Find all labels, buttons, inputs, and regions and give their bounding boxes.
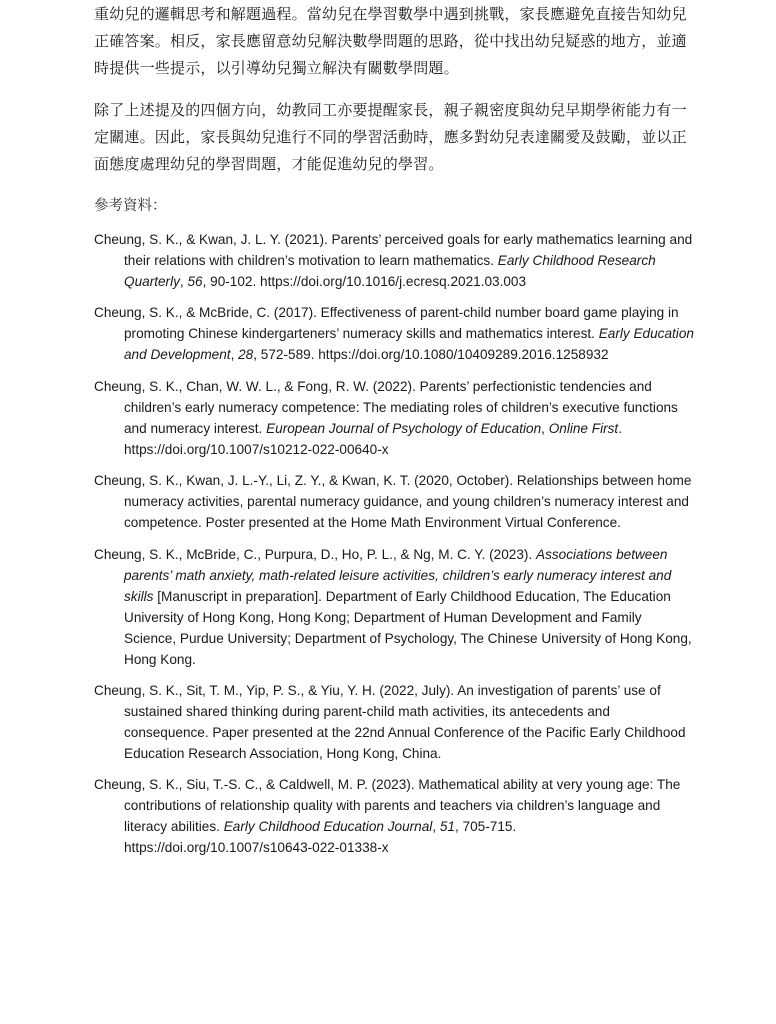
ref-text: Cheung, S. K., Sit, T. M., Yip, P. S., & Yiu, Y. H. (2022, July). An investigation of parents’ use of sustained shared thinking during parent-child math activities, its antecedents and consequence. Paper presented at the 22nd Annual Conference of the Pacific Early Childhood Education Research Association, Hong Kong, China. [94, 682, 686, 761]
ref-text: Cheung, S. K., Chan, W. W. L., & Fong, R. W. (2022). Parents’ perfectionistic tendencies and children’s early numeracy competence: The mediating roles of children’s executive functions and numeracy interest. [94, 378, 678, 436]
ref-text: , [541, 420, 549, 436]
ref-text: Cheung, S. K., Kwan, J. L.-Y., Li, Z. Y., & Kwan, K. T. (2020, October). Relationships between home numeracy activities, parental numeracy guidance, and young children’s numeracy interest and competence. Poster presented at the Home Math Environment Virtual Conference. [94, 473, 692, 531]
ref-text: , [179, 274, 188, 289]
ref-volume: 51 [439, 819, 455, 835]
ref-text: , 705-715. https://doi.org/10.1007/s10643-022-01338-x [124, 819, 517, 856]
reference-entry-5 [94, 544, 694, 670]
reference-entry-1 [94, 229, 694, 292]
body-paragraph-2: 除了上述提及的四個方向，幼教同工亦要提醒家長，親子親密度與幼兒早期學術能力有一定關連。因此，家長與幼兒進行不同的學習活動時，應多對幼兒表達關愛及鼓勵，並以正面態度處理幼兒的學習問題，才能促進幼兒的學習。 [94, 101, 687, 173]
ref-volume: 28 [238, 347, 254, 363]
ref-text: Cheung, S. K., & Kwan, J. L. Y. (2021). Parents’ perceived goals for early mathematics learning and their relations with children’s motivation to learn mathematics. [94, 232, 693, 268]
reference-entry-6 [94, 680, 694, 764]
ref-text: [Manuscript in preparation]. Department of Early Childhood Education, The Education University of Hong Kong, Hong Kong; Department of Human Development and Family Science, Purdue University; Department of Psychology, The Chinese University of Hong Kong, Hong Kong. [124, 588, 692, 667]
reference-entry-4 [94, 470, 694, 533]
reference-entry-2 [94, 302, 694, 365]
reference-entry-7 [94, 774, 694, 858]
reference-list [94, 229, 694, 858]
ref-text: , [432, 819, 440, 835]
ref-text: , [230, 347, 239, 363]
body-paragraph-1: 重幼兒的邏輯思考和解題過程。當幼兒在學習數學中遇到挑戰，家長應避免直接告知幼兒正確答案。相反，家長應留意幼兒解決數學問題的思路，從中找出幼兒疑惑的地方，並適時提供一些提示，以引導幼兒獨立解決有關數學問題。 [94, 5, 687, 77]
ref-text: , 572-589. https://doi.org/10.1080/10409289.2016.1258932 [253, 347, 609, 363]
ref-journal: Early Education and Development [124, 326, 694, 363]
ref-volume: 56 [187, 274, 203, 289]
references-heading: 參考資料： [94, 198, 167, 214]
ref-volume: Online First [548, 420, 619, 436]
reference-entry-3 [94, 376, 694, 460]
ref-text: , 90-102. https://doi.org/10.1016/j.ecresq.2021.03.003 [202, 274, 527, 289]
ref-journal: Early Childhood Research Quarterly [124, 253, 656, 289]
ref-title: Associations between parents’ math anxiety, math-related leisure activities, children’s early numeracy interest and skills [124, 546, 672, 604]
document-page [94, 0, 694, 869]
ref-text: Cheung, S. K., McBride, C., Purpura, D., Ho, P. L., & Ng, M. C. Y. (2023). [94, 546, 536, 562]
ref-text: Cheung, S. K., Siu, T.-S. C., & Caldwell, M. P. (2023). Mathematical ability at very young age: The contributions of relationship quality with parents and teachers via children’s language and literacy abilities. [94, 777, 681, 835]
ref-journal: Early Childhood Education Journal [223, 819, 433, 835]
ref-text: . https://doi.org/10.1007/s10212-022-00640-x [124, 420, 622, 457]
ref-journal: European Journal of Psychology of Education [266, 420, 542, 436]
ref-text: Cheung, S. K., & McBride, C. (2017). Effectiveness of parent-child number board game playing in promoting Chinese kindergarteners’ numeracy skills and mathematics interest. [94, 305, 679, 342]
